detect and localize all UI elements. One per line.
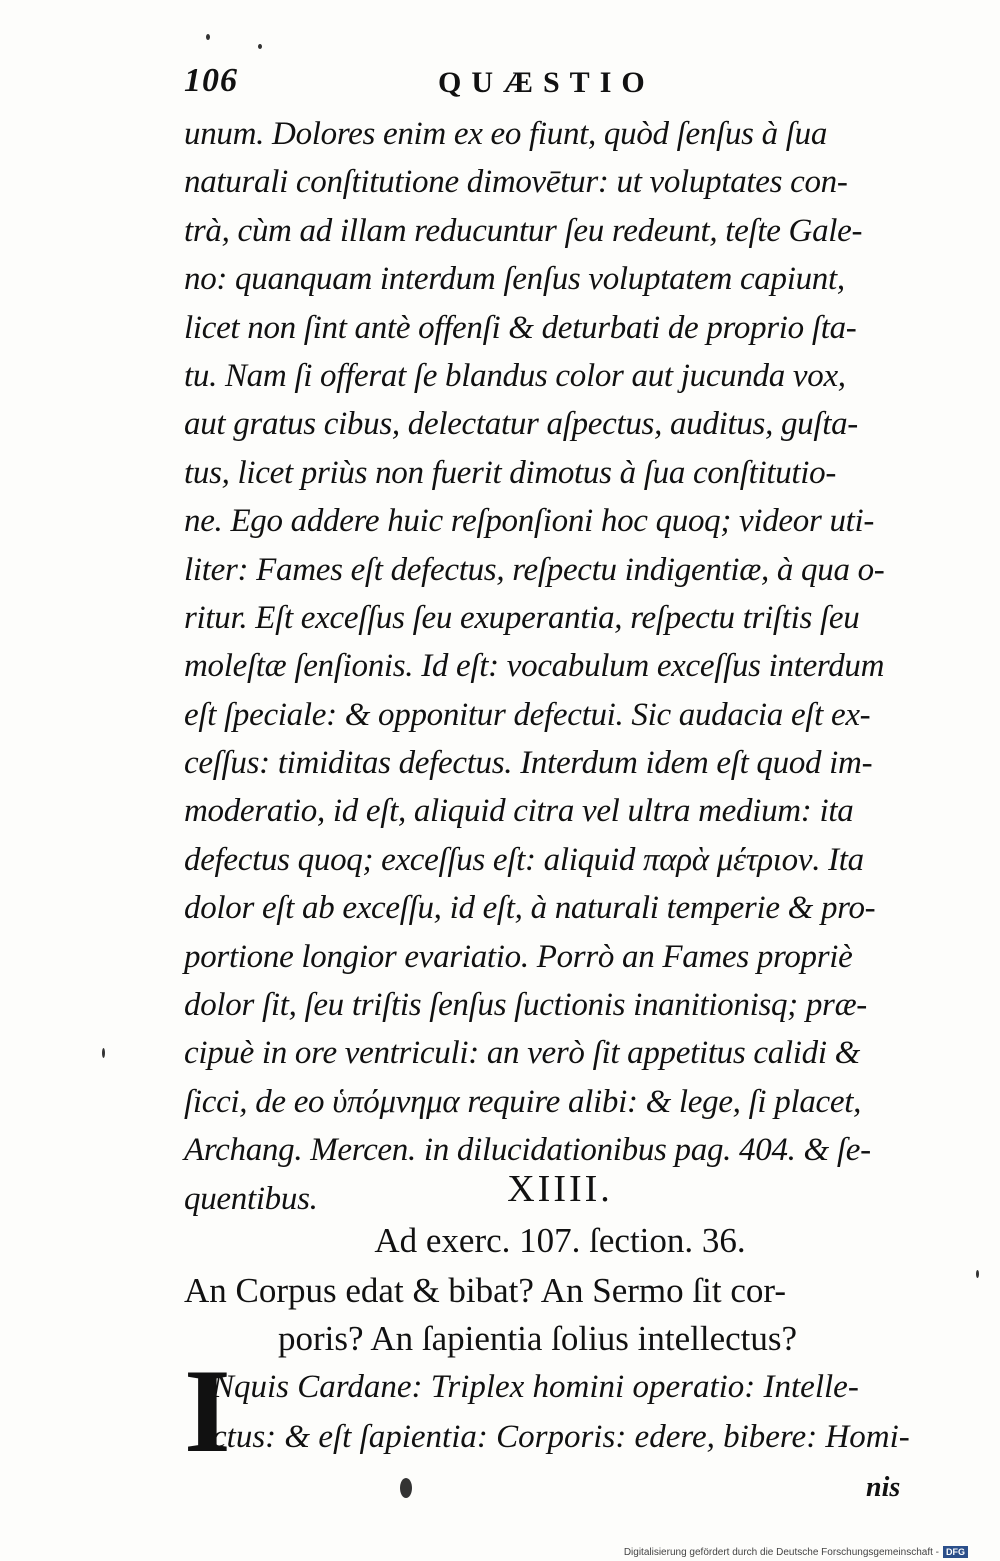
text-line: unum. Dolores enim ex eo fiunt, quòd ſenſus à ſua <box>184 116 828 152</box>
ink-speck <box>400 1478 412 1498</box>
section-title-line: An Corpus edat & bibat? An Sermo ſit cor- <box>184 1271 786 1310</box>
text-line: ſicci, de eo ὑπόμνημα require alibi: & lege, ſi placet, <box>184 1083 862 1120</box>
drop-cap: I <box>184 1344 231 1477</box>
page-header <box>184 62 744 110</box>
section-heading <box>184 1163 936 1363</box>
text-line: trà, cùm ad illam reducuntur ſeu redeunt, teſte Gale- <box>184 212 863 249</box>
ink-speck <box>102 1048 105 1058</box>
section-number: XIIII. <box>507 1168 613 1210</box>
text-line: moderatio, id eſt, aliquid citra vel ultra medium: ita <box>184 793 854 830</box>
catchword: nis <box>866 1472 901 1503</box>
text-line: ne. Ego addere huic reſponſioni hoc quoq; videor uti- <box>184 503 875 540</box>
text-line: aut gratus cibus, delectatur aſpectus, auditus, guſta- <box>184 406 858 443</box>
text-line: dolor ſit, ſeu triſtis ſenſus ſuctionis inanitionisq; præ- <box>184 987 867 1024</box>
text-line: ceſſus: timiditas defectus. Interdum idem eſt quod im- <box>184 745 873 782</box>
page-footer <box>624 1546 968 1558</box>
section-title-line: poris? An ſapientia ſolius intellectus? <box>278 1319 798 1358</box>
text-line: Nquis Cardane: Triplex homini operatio: Intelle- <box>212 1369 859 1405</box>
text-line: quentibus. <box>184 1180 318 1217</box>
text-line: moleſtæ ſenſionis. Id eſt: vocabulum exceſſus interdum <box>184 648 885 685</box>
text-line: no: quanquam interdum ſenſus voluptatem capiunt, <box>184 261 845 298</box>
text-line: ritur. Eſt exceſſus ſeu exuperantia, reſpectu triſtis ſeu <box>184 599 860 636</box>
initial-paragraph <box>184 1344 936 1477</box>
text-line: licet non ſint antè offenſi & deturbati de proprio ſta- <box>184 309 857 346</box>
text-line: cipuè in ore ventriculi: an verò ſit appetitus calidi & <box>184 1035 861 1072</box>
section-reference: Ad exerc. 107. ſection. 36. <box>374 1221 746 1260</box>
text-line: Archang. Mercen. in dilucidationibus pag. 404. & ſe- <box>184 1132 871 1169</box>
ink-speck <box>258 44 262 49</box>
text-line: tu. Nam ſi offerat ſe blandus color aut jucunda vox, <box>184 357 846 394</box>
ink-speck <box>206 34 210 40</box>
dfg-logo: DFG <box>943 1546 968 1558</box>
text-line: naturali conſtitutione dimovētur: ut voluptates con- <box>184 164 848 201</box>
page-number: 106 <box>184 62 238 99</box>
text-line: ctus: & eſt ſapientia: Corporis: edere, bibere: Homi- <box>212 1419 910 1455</box>
ink-speck <box>976 1270 979 1278</box>
text-line: portione longior evariatio. Porrò an Fames propriè <box>184 938 853 975</box>
body-text <box>184 110 936 1223</box>
text-line: liter: Fames eſt defectus, reſpectu indigentiæ, à qua o- <box>184 551 885 588</box>
text-line: dolor eſt ab exceſſu, id eſt, à naturali temperie & pro- <box>184 890 876 927</box>
footer-credit: Digitalisierung gefördert durch die Deutsche Forschungsgemeinschaft - <box>623 1546 939 1558</box>
text-line: defectus quoq; exceſſus eſt: aliquid παρὰ μέτριον. Ita <box>184 841 864 878</box>
running-head: QUÆSTIO <box>438 66 655 99</box>
text-line: tus, licet priùs non fuerit dimotus à ſua conſtitutio- <box>184 454 837 491</box>
text-line: eſt ſpeciale: & opponitur defectui. Sic audacia eſt ex- <box>184 696 871 733</box>
